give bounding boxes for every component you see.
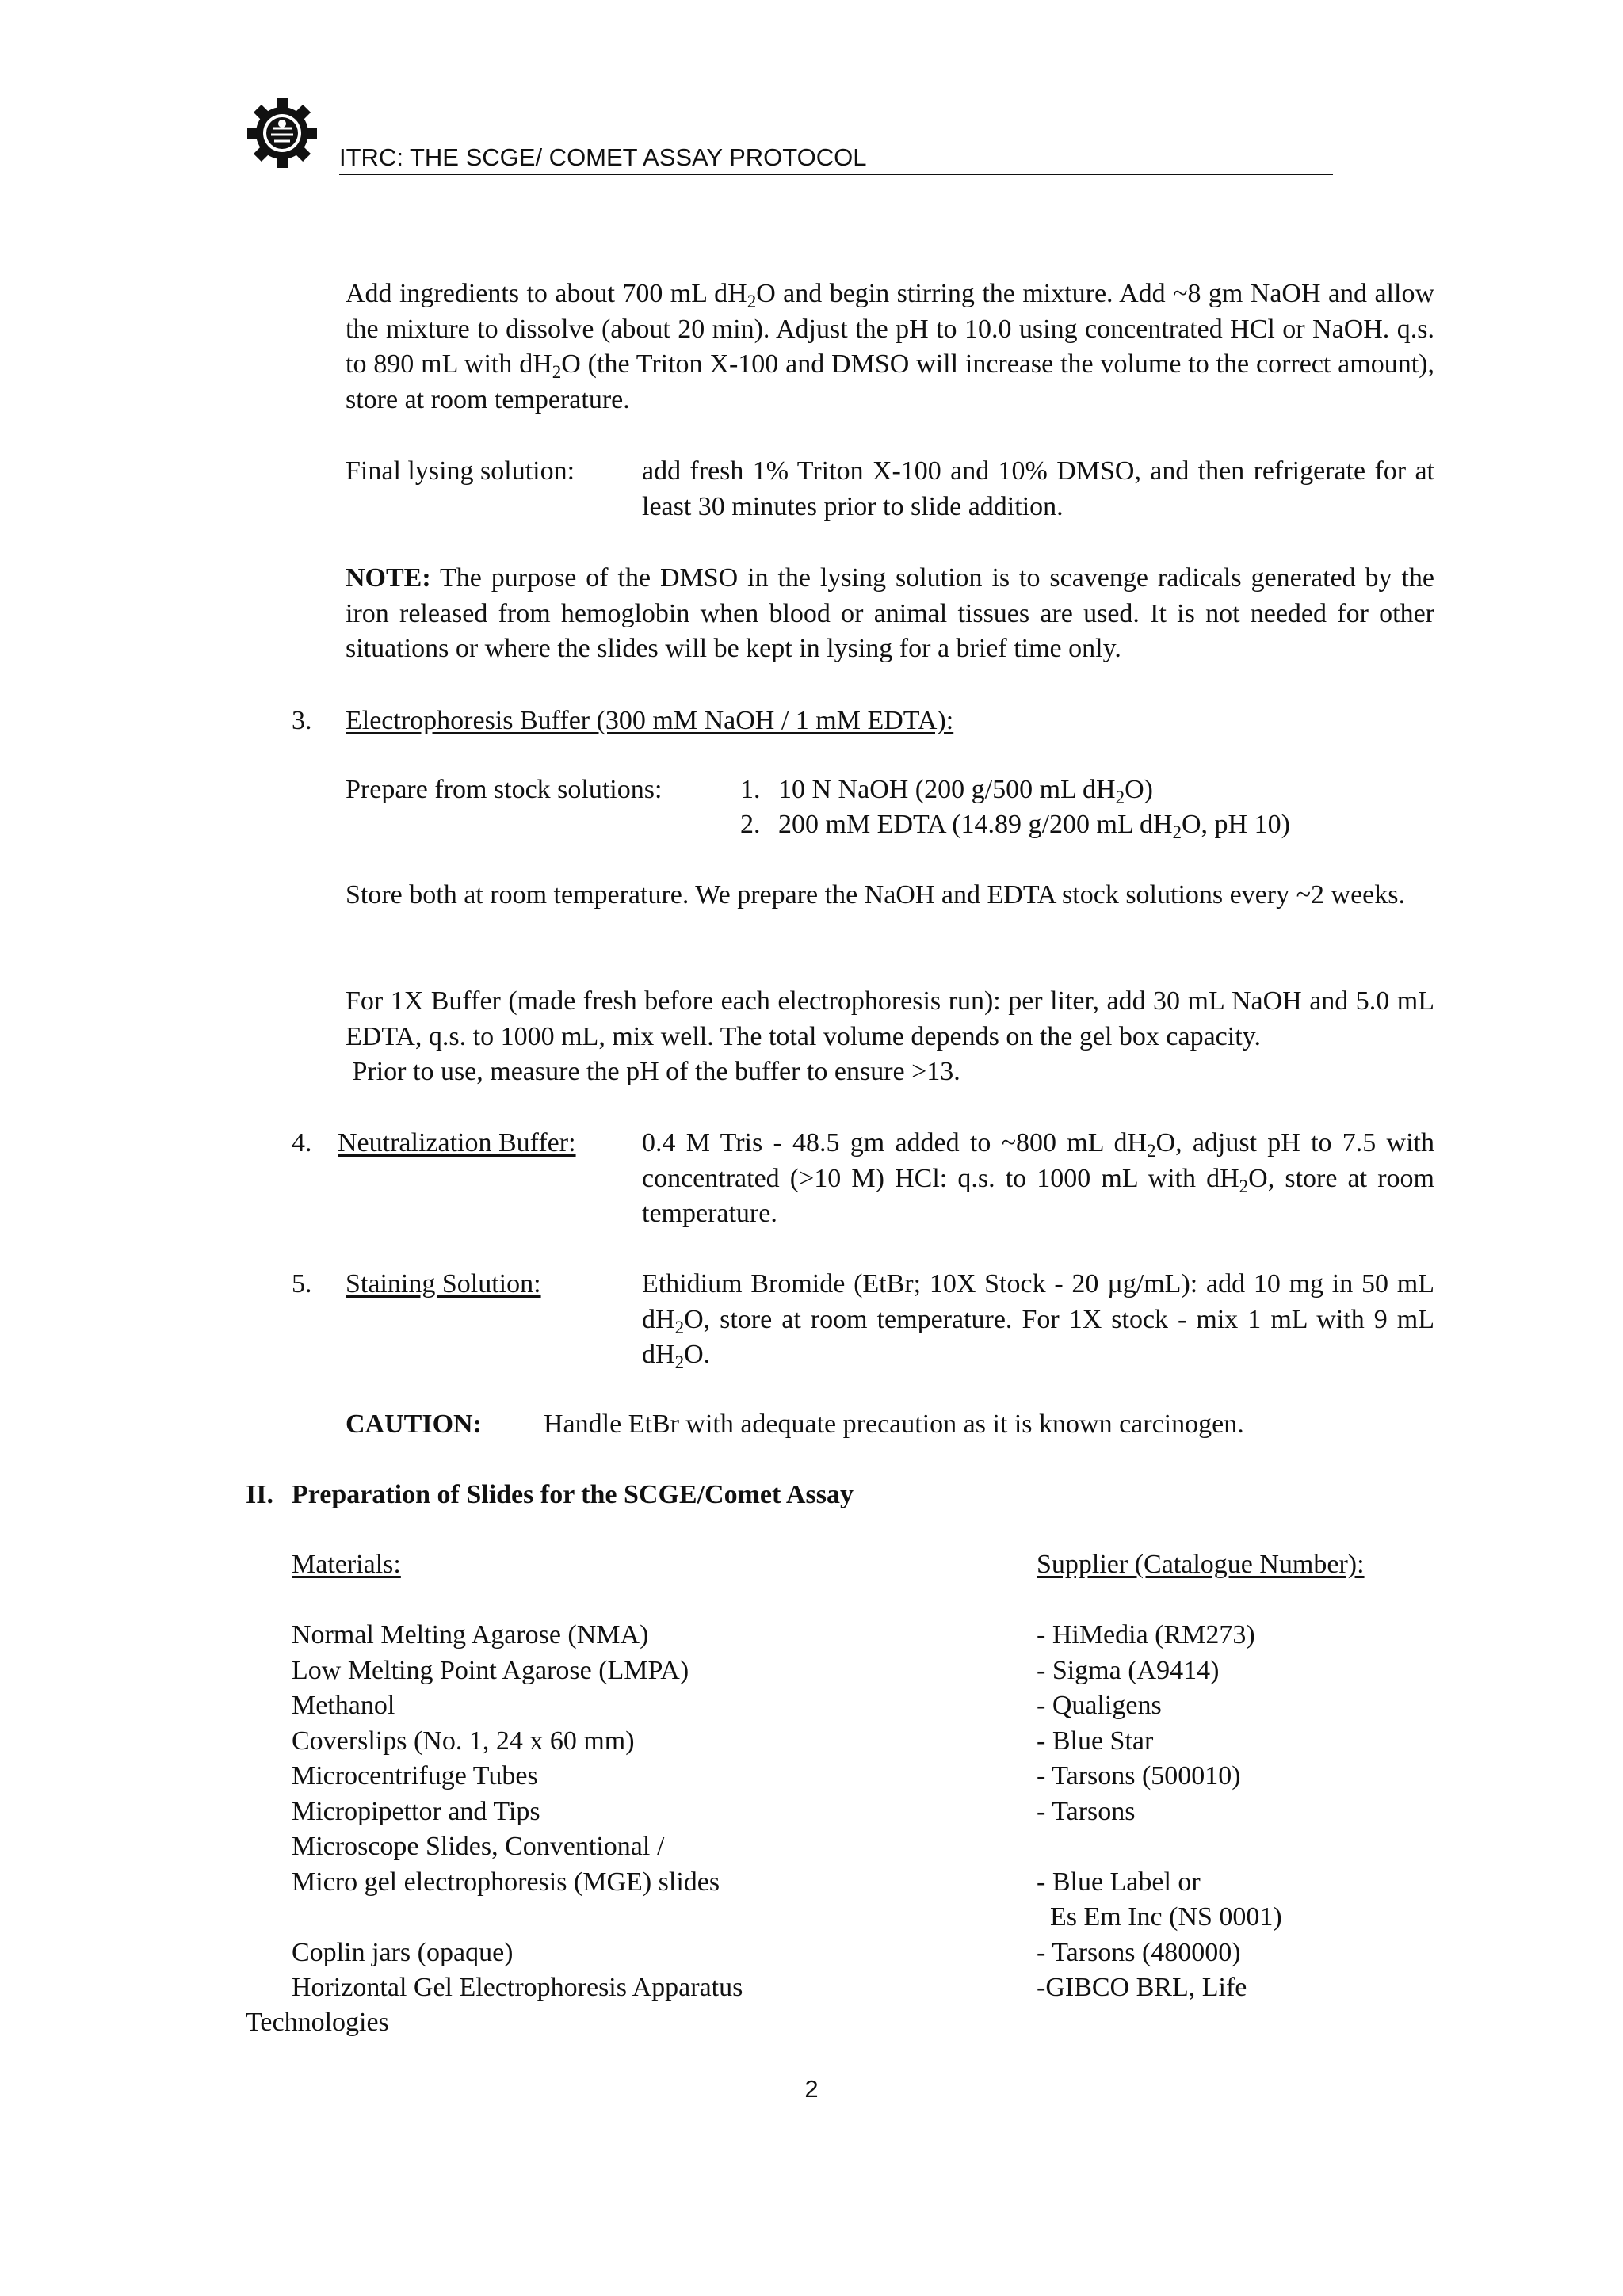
supplier-item: -GIBCO BRL, Life (1037, 1973, 1247, 2002)
material-item: Micro gel electrophoresis (MGE) slides (292, 1867, 720, 1897)
item3-title: Electrophoresis Buffer (300 mM NaOH / 1 mM EDTA): (346, 706, 954, 735)
caution-text: Handle EtBr with adequate precaution as it is known carcinogen. (544, 1409, 1244, 1439)
final-lysing-text: add fresh 1% Triton X-100 and 10% DMSO, and then refrigerate for at least 30 minutes prior to slide addition. (642, 456, 1434, 521)
buffer-paragraph: For 1X Buffer (made fresh before each electrophoresis run): per liter, add 30 mL NaOH and 5.0 mL EDTA, q.s. to 1000 mL, mix well. The total volume depends on the gel box capacity. (346, 986, 1434, 1051)
supplier-item: - Blue Label or (1037, 1867, 1201, 1897)
supplier-item: - Tarsons (500010) (1037, 1761, 1241, 1791)
supplier-item: - Sigma (A9414) (1037, 1655, 1220, 1685)
section2-number: II. (246, 1480, 273, 1509)
item5-number: 5. (292, 1269, 312, 1299)
supplier-item: - Tarsons (1037, 1796, 1136, 1826)
supplier-item: Es Em Inc (NS 0001) (1037, 1902, 1282, 1932)
item3-number: 3. (292, 706, 312, 735)
header-title: ITRC: THE SCGE/ COMET ASSAY PROTOCOL (339, 143, 867, 171)
supplier-item: - Tarsons (480000) (1037, 1937, 1241, 1967)
header-rule (339, 174, 1333, 175)
stock1-number: 1. (740, 775, 761, 804)
page-number: 2 (804, 2075, 819, 2103)
prepare-label: Prepare from stock solutions: (346, 775, 663, 804)
item5-text: Ethidium Bromide (EtBr; 10X Stock - 20 µg/mL): add 10 mg in 50 mL $dH_2O$, store at room temperature. For 1X stock - mix 1 mL with 9 mL $dH_2O$. (642, 1269, 1434, 1372)
material-item: Methanol (292, 1691, 395, 1720)
note-label: NOTE: (346, 563, 431, 593)
materials-header: Materials: (292, 1550, 401, 1579)
supplier-item: - HiMedia (RM273) (1037, 1620, 1255, 1650)
supplier-header: Supplier (Catalogue Number): (1037, 1550, 1365, 1579)
item4-number: 4. (292, 1128, 312, 1158)
material-item: Microcentrifuge Tubes (292, 1761, 538, 1791)
stock2-number: 2. (740, 810, 761, 839)
buffer-last-line: Prior to use, measure the pH of the buffer to ensure >13. (346, 1057, 960, 1086)
material-item: Micropipettor and Tips (292, 1796, 540, 1826)
note-paragraph: NOTE: The purpose of the DMSO in the lysing solution is to scavenge radicals generated by the iron released from hemoglobin when blood or animal tissues are used. It is not needed for other situations or where the slides will be kept in lysing for a brief time only. (346, 563, 1434, 663)
material-item: Low Melting Point Agarose (LMPA) (292, 1655, 689, 1685)
item4-title: Neutralization Buffer: (338, 1128, 576, 1158)
stock2-text: 200 mM EDTA (14.89 g/200 mL $dH_2O$, pH 10) (778, 810, 1290, 842)
material-item: Microscope Slides, Conventional / (292, 1832, 665, 1861)
supplier-item: - Qualigens (1037, 1691, 1162, 1720)
store-paragraph: Store both at room temperature. We prepare the NaOH and EDTA stock solutions every ~2 weeks. (346, 880, 1405, 910)
section2-title: Preparation of Slides for the SCGE/Comet Assay (292, 1480, 854, 1509)
material-item: Coverslips (No. 1, 24 x 60 mm) (292, 1726, 635, 1756)
supplier-item: - Blue Star (1037, 1726, 1154, 1756)
gear-emblem-icon (244, 98, 320, 168)
final-lysing-label: Final lysing solution: (346, 456, 575, 486)
caution-label: CAUTION: (346, 1409, 482, 1439)
materials-wrap-line: Technologies (246, 2008, 389, 2037)
lysing-prep-paragraph: Add ingredients to about 700 mL $dH_2O$ and begin stirring the mixture. Add ~8 gm NaOH and allow the mixture to dissolve (about 20 min). Adjust the pH to 10.0 using concentrated HCl or NaOH. q.s. to 890 mL with $dH_2O$ (the Triton X-100 and DMSO will increase the volume to the correct amount), store at room temperature. (346, 279, 1434, 414)
stock1-text: 10 N NaOH (200 g/500 mL $dH_2O$) (778, 775, 1153, 807)
material-item: Normal Melting Agarose (NMA) (292, 1620, 649, 1650)
material-item: Coplin jars (opaque) (292, 1937, 514, 1967)
item5-title: Staining Solution: (346, 1269, 541, 1299)
item4-text: 0.4 M Tris - 48.5 gm added to ~800 mL $dH_2O$, adjust pH to 7.5 with concentrated (>10 M) HCl: q.s. to 1000 mL with $dH_2O$, store at room temperature. (642, 1128, 1434, 1228)
material-item: Horizontal Gel Electrophoresis Apparatus (292, 1973, 743, 2002)
